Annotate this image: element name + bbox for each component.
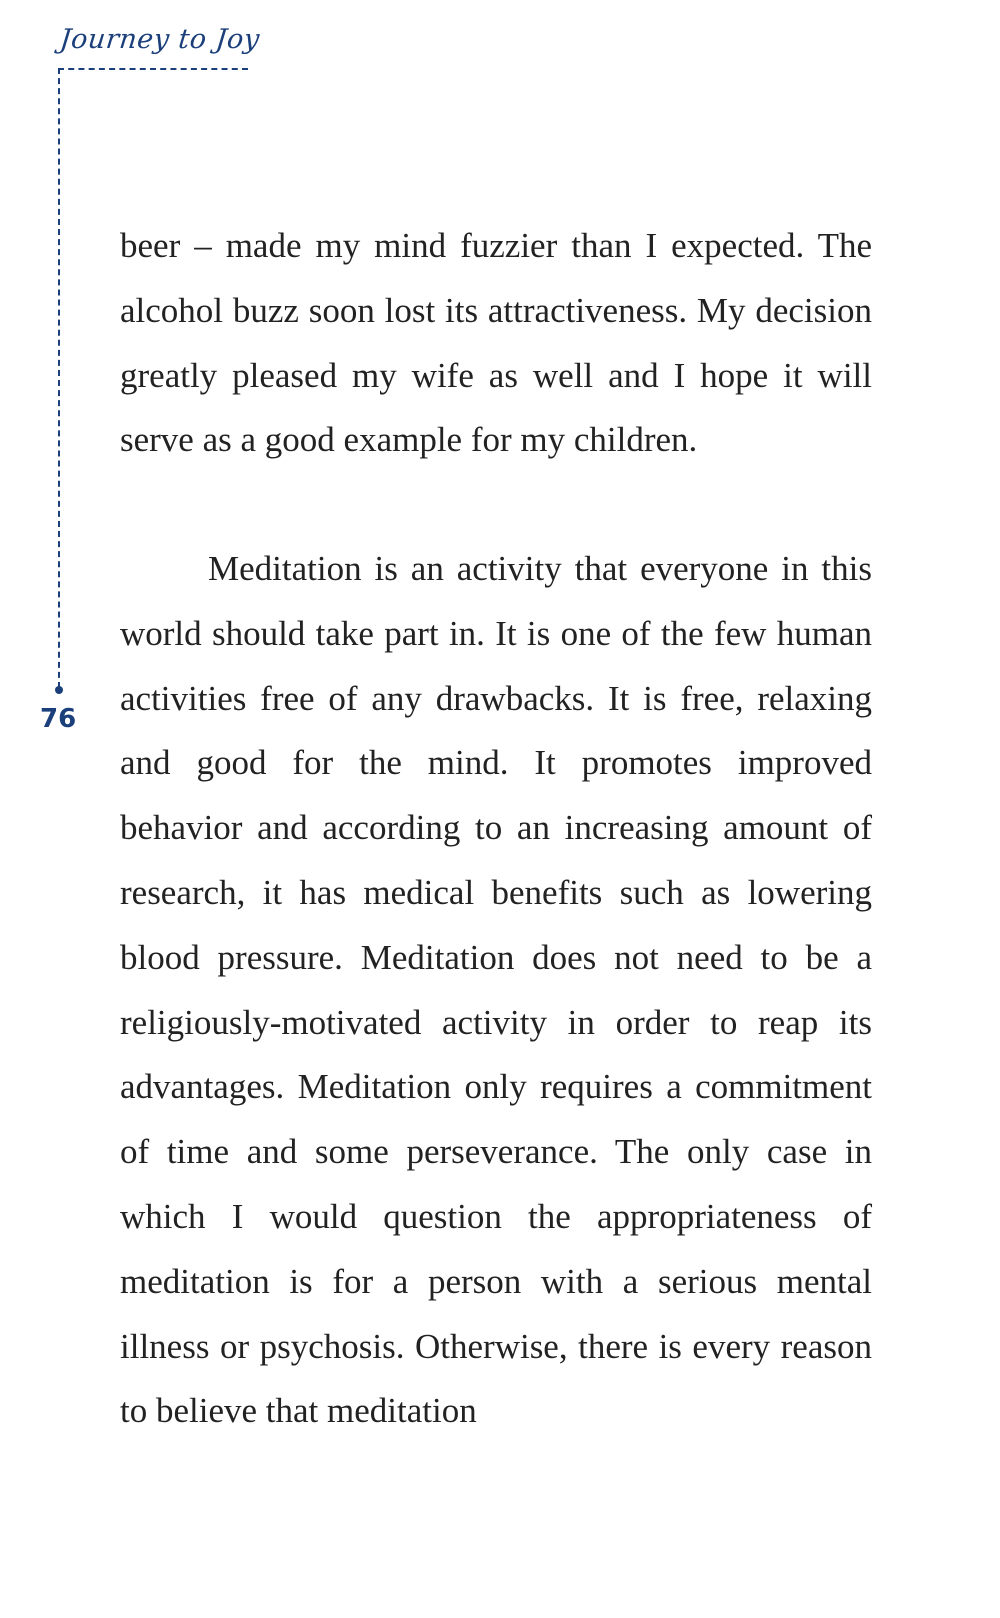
- page-number: 76: [40, 704, 77, 734]
- header-dashed-rule: [58, 68, 248, 70]
- margin-dashed-rule: [58, 68, 60, 688]
- paragraph-2: Meditation is an activity that everyone in this world should take part in. It is one of the few human activities free of any drawbacks. It is free, relaxing and good for the mind. It promotes improved behavior and according to an increasing amount of research, it has medical benefits such as lowering blood pressure. Meditation does not need to be a religiously-motivated activity in order to reap its advantages. Meditation only requires a commitment of time and some perseverance. The only case in which I would question the appropriateness of meditation is for a person with a serious mental illness or psychosis. Otherwise, there is every reason to believe that meditation: [120, 549, 872, 1431]
- body-text-block-2: [120, 537, 872, 1444]
- paragraph-1: beer – made my mind fuzzier than I expected. The alcohol buzz soon lost its attractiveness. My decision greatly pleased my wife as well and I hope it will serve as a good example for my children.: [120, 226, 872, 460]
- rule-end-dot: [55, 686, 63, 694]
- running-title: Journey to Joy: [58, 24, 262, 55]
- body-text-block-1: [120, 214, 872, 473]
